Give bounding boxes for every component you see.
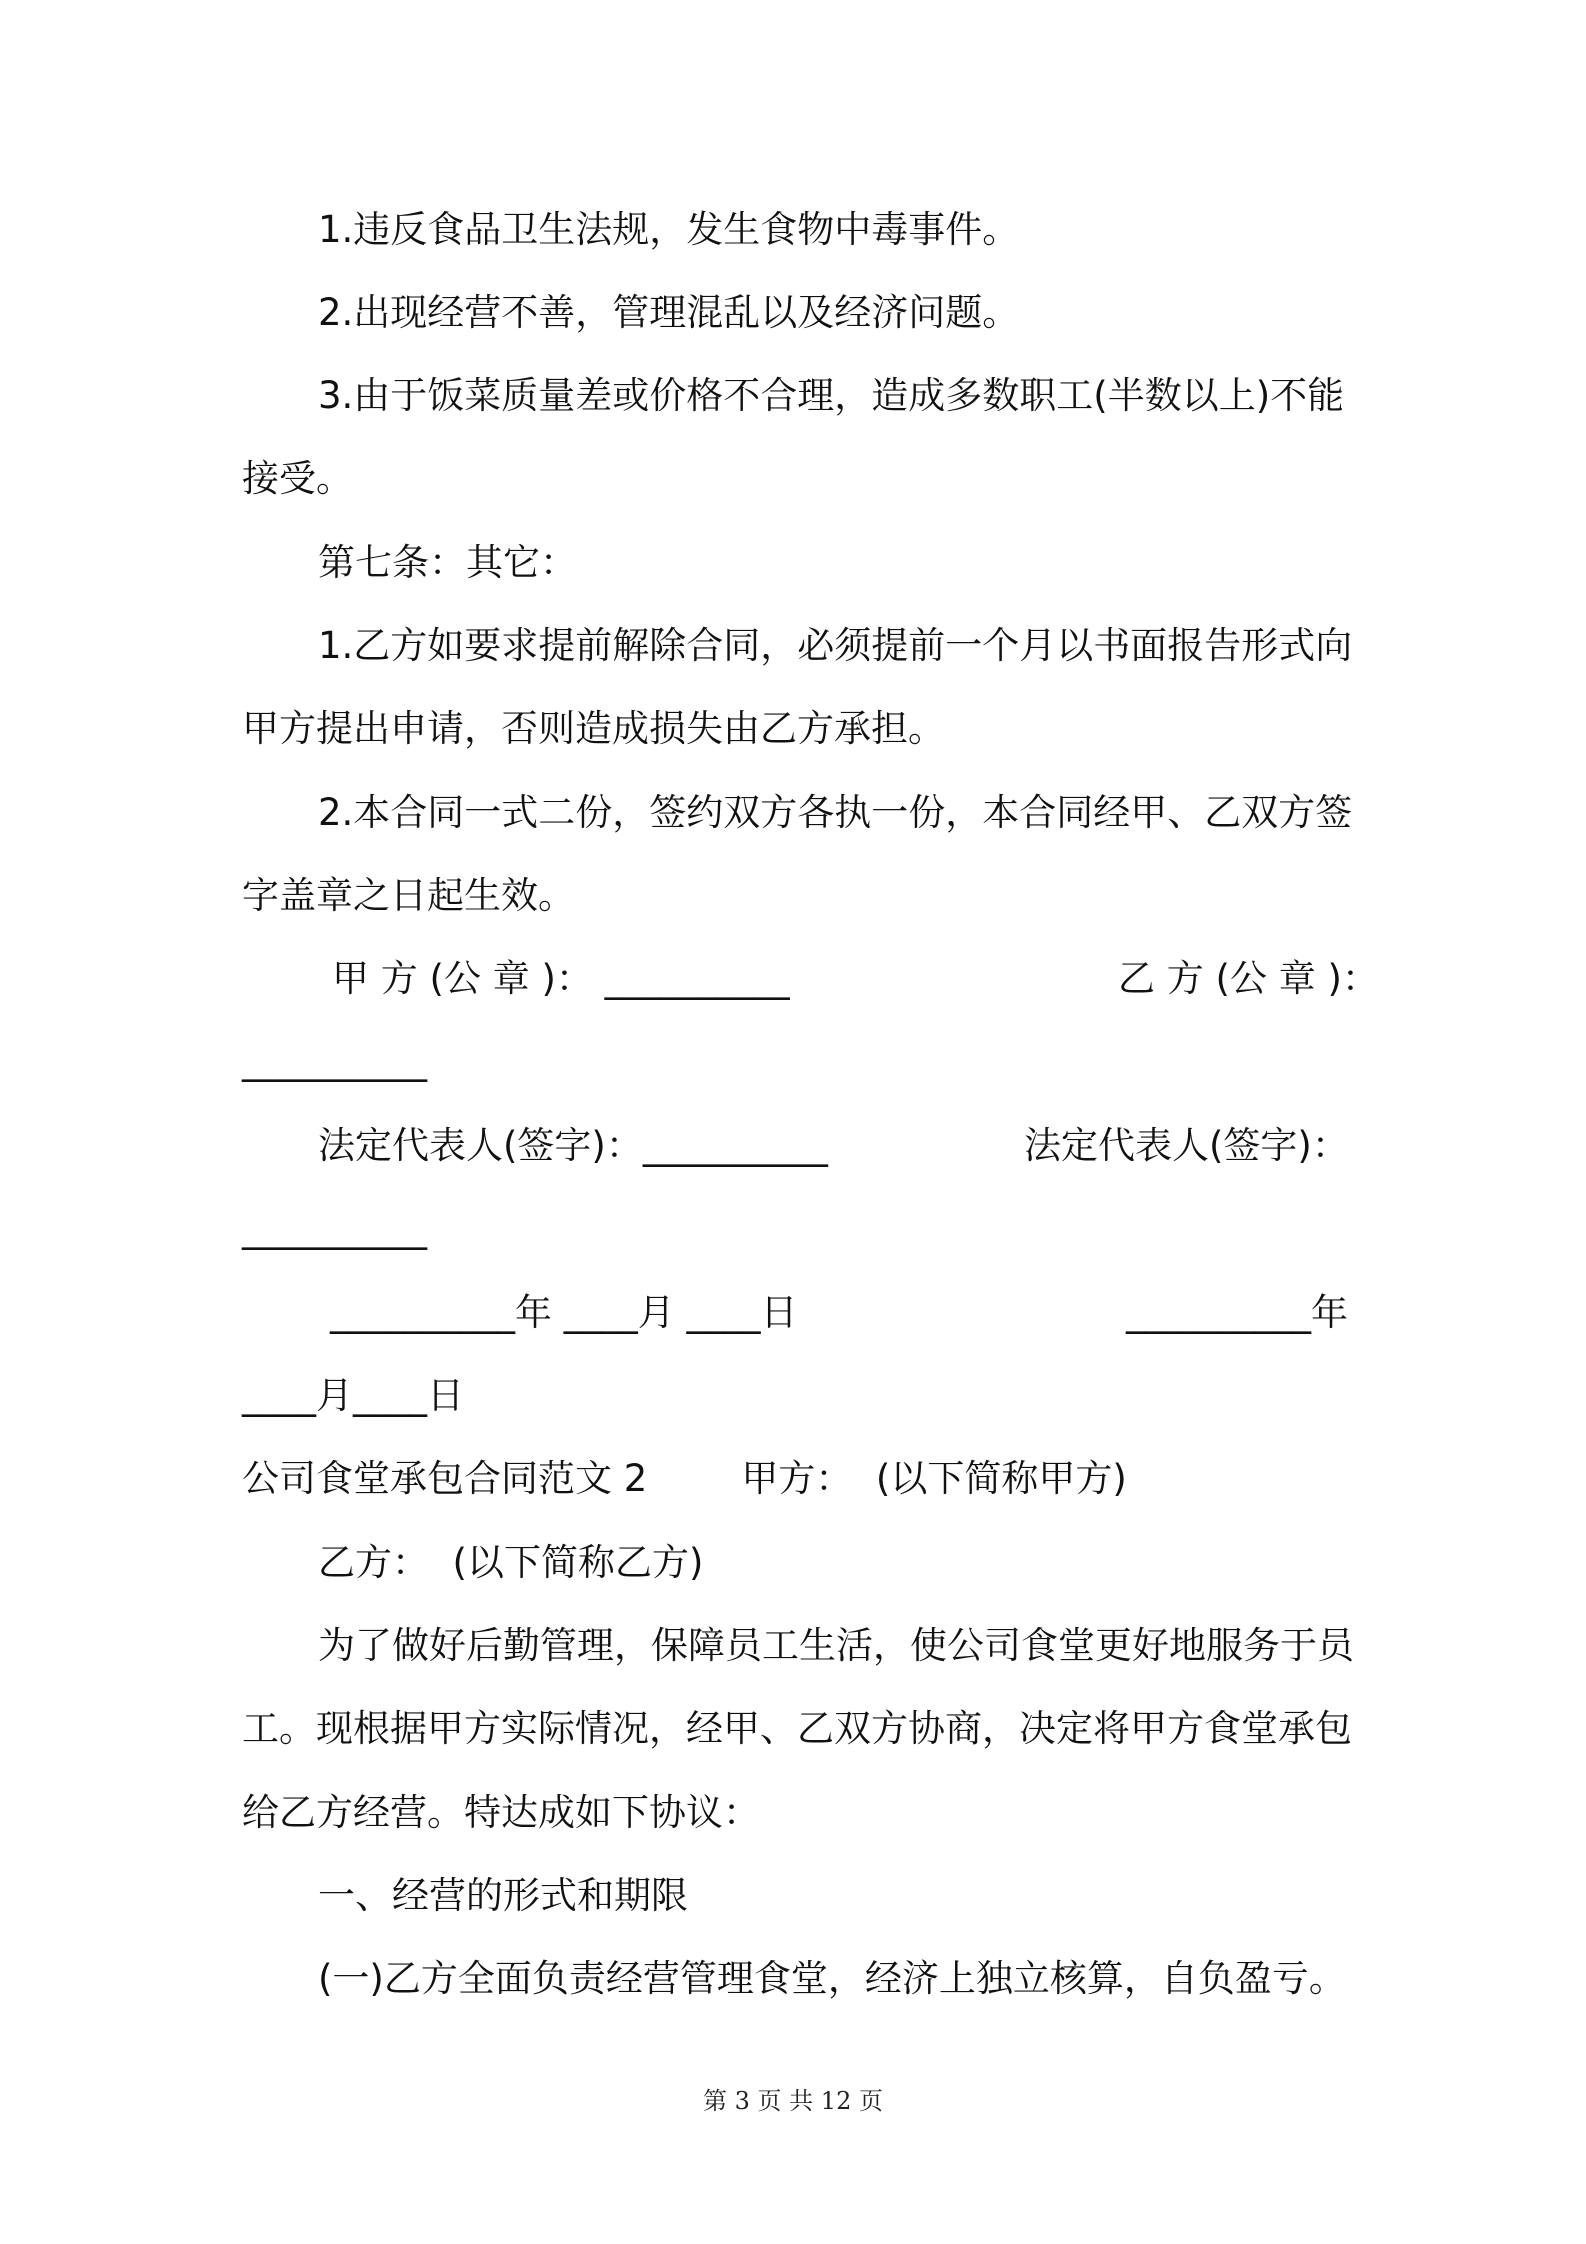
clause-line-2: 2.出现经营不善，管理混乱以及经济问题。 bbox=[318, 291, 1020, 334]
representative-b-field: 法定代表人(签字)： bbox=[1024, 1124, 1349, 1167]
clause-line-1: 1.违反食品卫生法规，发生食物中毒事件。 bbox=[318, 208, 1020, 251]
contract-2-party-b: 乙方： (以下简称乙方) bbox=[318, 1541, 704, 1584]
other-clause-2: 2.本合同一式二份，签约双方各执一份，本合同经甲、乙双方签 bbox=[318, 791, 1353, 834]
representative-b-blank: __________ bbox=[242, 1207, 427, 1250]
date-b-cont: ____月____日 bbox=[242, 1374, 464, 1417]
party-a-seal-field: 甲 方 (公 章 )： __________ bbox=[332, 957, 790, 1000]
article-seven-heading: 第七条：其它： bbox=[318, 541, 577, 584]
clause-line-3-cont: 接受。 bbox=[242, 457, 353, 500]
contract-2-para-line-3: 给乙方经营。特达成如下协议： bbox=[242, 1791, 760, 1834]
page-number-footer: 第 3 页 共 12 页 bbox=[703, 2087, 883, 2115]
contract-2-para-line-1: 为了做好后勤管理，保障员工生活，使公司食堂更好地服务于员 bbox=[318, 1624, 1354, 1667]
contract-2-para-line-2: 工。现根据甲方实际情况，经甲、乙双方协商，决定将甲方食堂承包 bbox=[242, 1707, 1352, 1750]
contract-2-heading-1: 一、经营的形式和期限 bbox=[318, 1874, 688, 1917]
date-a-field: __________年 ____月 ____日 bbox=[330, 1291, 798, 1334]
contract-2-title-line: 公司食堂承包合同范文 2 甲方： (以下简称甲方) bbox=[242, 1457, 1127, 1500]
representative-a-field: 法定代表人(签字)：__________ bbox=[318, 1124, 828, 1167]
contract-2-item-1: (一)乙方全面负责经营管理食堂，经济上独立核算，自负盈亏。 bbox=[318, 1957, 1346, 2000]
other-clause-1: 1.乙方如要求提前解除合同，必须提前一个月以书面报告形式向 bbox=[318, 624, 1353, 667]
other-clause-1-cont: 甲方提出申请，否则造成损失由乙方承担。 bbox=[242, 707, 945, 750]
other-clause-2-cont: 字盖章之日起生效。 bbox=[242, 874, 575, 917]
party-b-seal-field: 乙 方 (公 章 )： bbox=[1118, 957, 1379, 1000]
clause-line-3: 3.由于饭菜质量差或价格不合理，造成多数职工(半数以上)不能 bbox=[318, 374, 1345, 417]
date-b-field: __________年 bbox=[1126, 1291, 1348, 1334]
party-b-seal-blank: __________ bbox=[242, 1039, 427, 1082]
